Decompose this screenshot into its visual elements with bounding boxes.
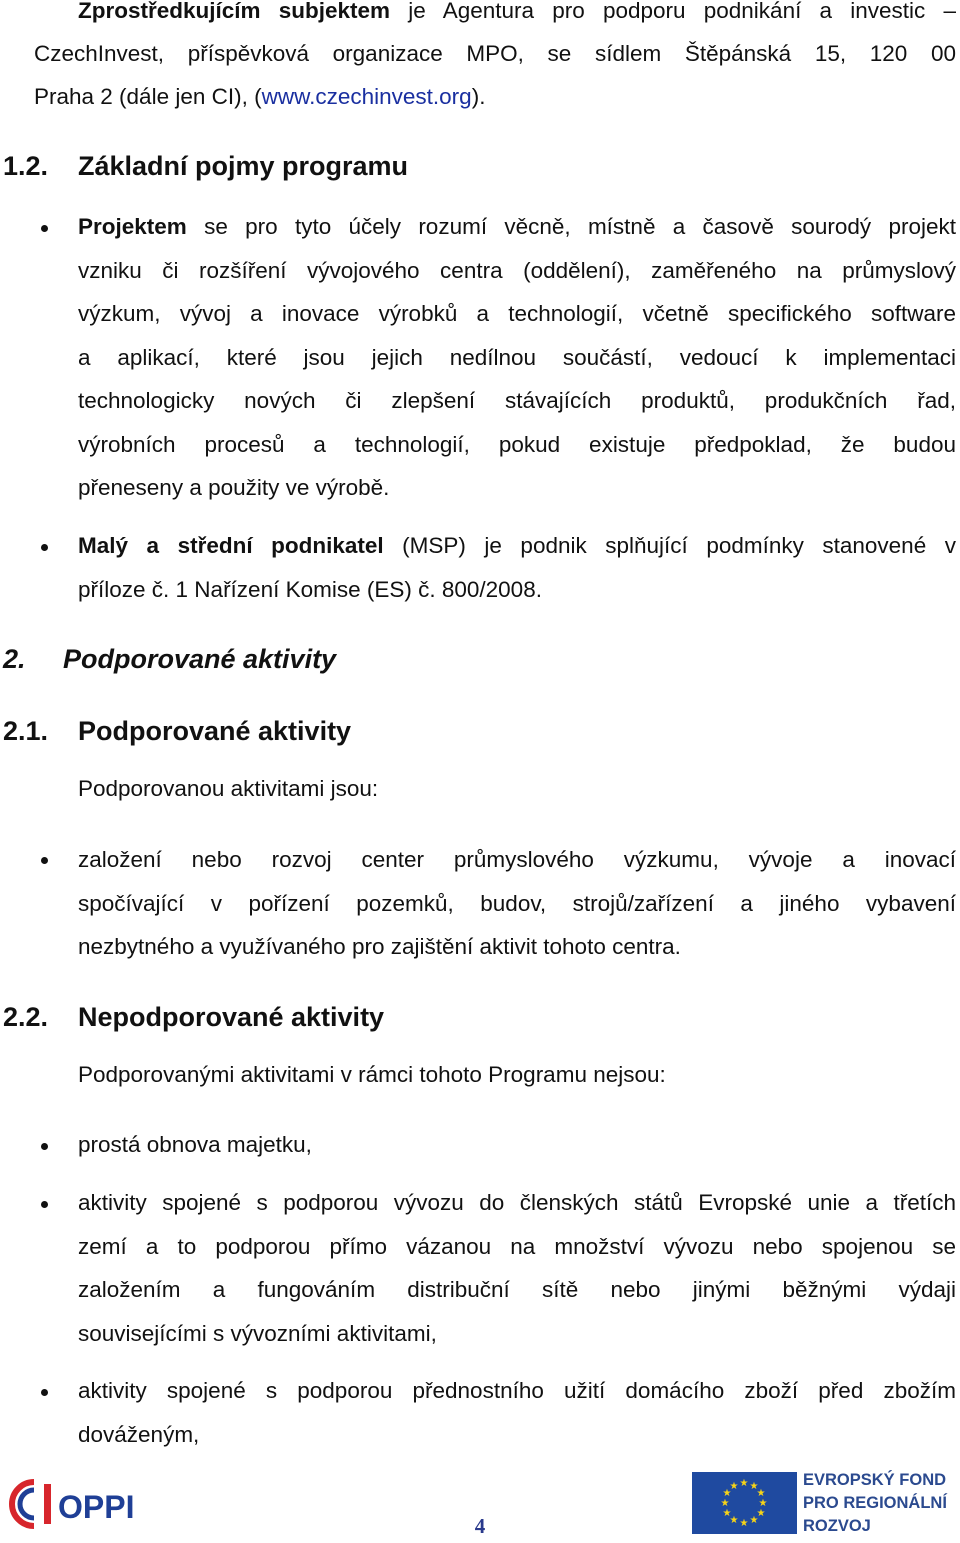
list-item-line: přeneseny a použity ve výrobě. [78,475,390,500]
intro-line-3 [34,75,485,119]
section-2-1-intro: Podporovanou aktivitami jsou: [78,776,379,801]
list-item-text: (MSP) je podnik splňující podmínky stanovené v [383,533,956,558]
list-item-line: zemí a to podporou přímo vázanou na množství vývozu nebo spojenou se [78,1233,956,1259]
svg-text:★: ★ [758,1498,768,1509]
list-item-projektem [78,205,956,510]
list-item-supported-activity [78,838,956,969]
list-item-unsupported-1 [78,1123,956,1167]
section-2-1-number: 2.1. [3,716,49,746]
bullet-dot [41,1389,48,1396]
list-item-line: vzniku či rozšíření vývojového centra (oddělení), zaměřeného na průmyslový [78,257,956,283]
svg-text:★: ★ [756,1508,766,1519]
list-item-line: aktivity spojené s podporou vývozu do členských států Evropské unie a třetích [78,1190,956,1215]
term-projektem: Projektem [78,214,187,239]
list-item-line: souvisejícími s vývozními aktivitami, [78,1320,437,1346]
intro-line-2: CzechInvest, příspěvková organizace MPO, se sídlem Štěpánská 15, 120 00 [34,41,956,66]
section-2-number: 2. [3,644,26,674]
section-2-2-intro: Podporovanými aktivitami v rámci tohoto Programu nejsou: [78,1062,666,1087]
list-item-line: nezbytného a využívaného pro zajištění aktivit tohoto centra. [78,934,681,959]
eu-flag [692,1472,797,1534]
eu-fund-line: EVROPSKÝ FOND [803,1471,947,1489]
list-item-text: se pro tyto účely rozumí věcně, místně a časově sourodý projekt [186,214,956,239]
eu-fund-line: ROZVOJ [803,1517,871,1535]
svg-text:★: ★ [722,1488,732,1499]
list-item-line: výrobních procesů a technologií, pokud existuje předpoklad, že budou [78,431,956,457]
bullet-dot [41,1143,48,1150]
svg-text:★: ★ [749,1481,759,1492]
svg-text:★: ★ [729,1481,739,1492]
list-item-line: příloze č. 1 Nařízení Komise (ES) č. 800/2008. [78,576,542,602]
svg-text:★: ★ [720,1498,730,1509]
page-number: 4 [474,1514,486,1538]
bullet-dot [41,544,48,551]
list-item-line: založením a fungováním distribuční sítě nebo jinými běžnými výdaji [78,1277,956,1302]
svg-text:★: ★ [739,1518,749,1529]
section-2-1-title: Podporované aktivity [78,716,352,746]
list-item-unsupported-2 [78,1181,956,1355]
list-item-msp [78,524,956,611]
bullet-dot [41,857,48,864]
list-item-line [78,524,956,568]
czechinvest-link[interactable]: www.czechinvest.org [261,84,472,109]
bullet-dot [41,1201,48,1208]
svg-text:★: ★ [749,1515,759,1526]
list-item-line: spočívající v pořízení pozemků, budov, strojů/zařízení a jiného vybavení [78,890,956,916]
list-item-line: dováženým, [78,1421,200,1447]
intro-line-3-post: ). [471,84,486,109]
intro-line-3-pre: Praha 2 (dále jen CI), ( [34,84,262,109]
list-item-line: aktivity spojené s podporou přednostního užití domácího zboží před zbožím [78,1378,956,1403]
eu-fund-line: PRO REGIONÁLNÍ [803,1494,947,1512]
list-item-unsupported-3 [78,1369,956,1456]
term-msp: Malý a střední podnikatel [78,533,384,558]
svg-text:★: ★ [756,1488,766,1499]
svg-text:★: ★ [729,1515,739,1526]
intro-line-1 [78,0,956,33]
intro-line-1-text: je Agentura pro podporu podnikání a investic – [390,0,956,23]
svg-text:★: ★ [739,1478,749,1489]
eu-stars-icon [692,1472,797,1534]
list-item-line [78,205,956,249]
svg-text:★: ★ [722,1508,732,1519]
section-2-2-number: 2.2. [3,1002,49,1032]
section-1-2-number: 1.2. [3,151,49,181]
eu-fund-text [803,1469,947,1538]
section-2-2-title: Nepodporované aktivity [78,1002,385,1032]
list-item-line: prostá obnova majetku, [78,1132,312,1157]
list-item-line: založení nebo rozvoj center průmyslového výzkumu, vývoje a inovací [78,847,956,872]
section-2-title: Podporované aktivity [63,644,337,674]
oppi-logo-text: OPPI [58,1489,135,1525]
list-item-line: technologicky nových či zlepšení stávajících produktů, produkčních řad, [78,388,956,413]
list-item-line: výzkum, vývoj a inovace výrobků a technologií, včetně specifického software [78,301,956,326]
section-1-2-title: Základní pojmy programu [78,151,409,181]
list-item-line: a aplikací, které jsou jejich nedílnou součástí, vedoucí k implementaci [78,344,956,370]
bullet-dot [41,225,48,232]
intro-bold: Zprostředkujícím subjektem [78,0,391,23]
